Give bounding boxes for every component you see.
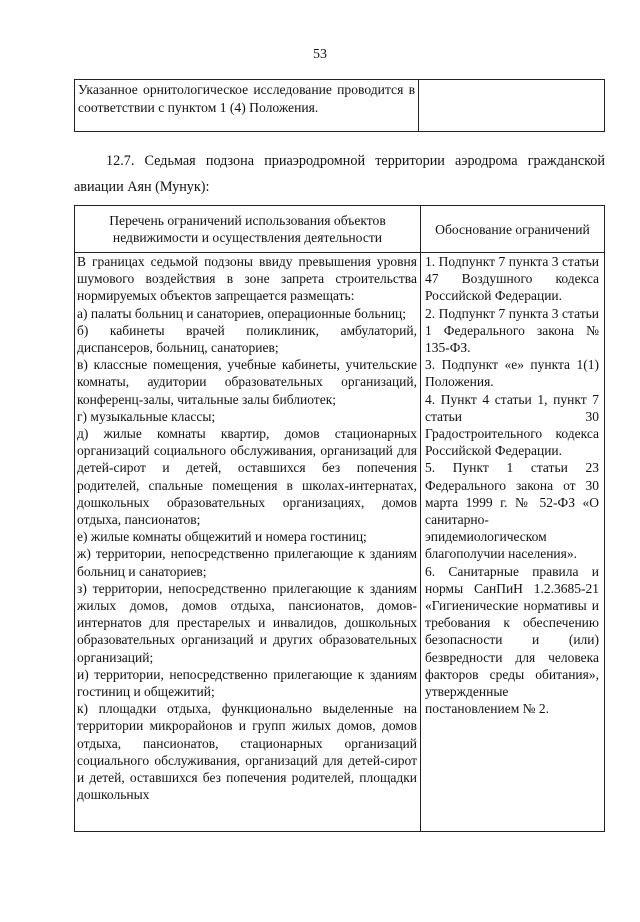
restriction-item: а) палаты больниц и санаториев, операционные больниц; xyxy=(77,305,407,321)
continued-cell-right xyxy=(419,80,605,132)
basis-item: 3. Подпункт «е» пункта 1(1) Положения. xyxy=(425,357,599,390)
basis-item: 6. Санитарные правила и нормы СанПиН 1.2.3685-21 «Гигиенические нормативы и требования к обеспечению безопасности и (или) безвредности для человека факторов среды обитания», утвержденные постановлением № 2. xyxy=(425,563,599,717)
basis-item: 2. Подпункт 7 пункта 3 статьи 1 Федерального закона № 135-ФЗ. xyxy=(425,305,599,356)
basis-item: 5. Пункт 1 статьи 23 Федерального закона от 30 марта 1999 г. № 52-ФЗ «О санитарно-эпидемиологическом благополучии населения». xyxy=(425,460,599,562)
restriction-item: з) территории, непосредственно прилегающие к зданиям жилых домов, домов отдыха, пансионатов, домов-интернатов для престарелых и инвалидов, дошкольных образовательных организаций и других образовательных организаций; xyxy=(77,580,417,665)
restriction-item: в) классные помещения, учебные кабинеты, учительские комнаты, аудитории образовательных организаций, конференц-залы, читальные залы библиотек; xyxy=(77,357,417,407)
section-heading-line1: 12.7. Седьмая подзона приаэродромной территории аэродрома гражданской xyxy=(106,153,605,169)
restriction-item: д) жилые комнаты квартир, домов стационарных организаций социального обслуживания, организаций для детей-сирот и детей, оставшихся без попечения родителей, спальные помещения в школах-интернатах, дошкольных образовательных организациях, домов отдыха, пансионатов; xyxy=(77,426,417,528)
restriction-item: ж) территории, непосредственно прилегающие к зданиям больниц и санаториев; xyxy=(77,546,417,579)
section-heading-line2: авиации Аян (Мунук): xyxy=(74,179,210,195)
page-number: 53 xyxy=(313,47,327,62)
restriction-item: г) музыкальные классы; xyxy=(77,408,216,424)
restrictions-cell xyxy=(75,253,421,832)
restriction-item: б) кабинеты врачей поликлиник, амбулаторий, диспансеров, больниц, санаториев; xyxy=(77,322,417,356)
continued-table xyxy=(74,79,605,132)
basis-item: 4. Пункт 4 статьи 1, пункт 7 статьи 30 Градостроительного кодекса Российской Федерации. xyxy=(425,391,599,459)
header-restrictions: Перечень ограничений использования объектов недвижимости и осуществления деятельности xyxy=(75,206,421,253)
basis-cell xyxy=(421,253,605,832)
restriction-item: к) площадки отдыха, функционально выделенные на территории микрорайонов и групп жилых домов, домов отдыха, пансионатов, стационарных организаций социального обслуживания, организаций для детей-сирот и детей, оставшихся без попечения родителей, площадки дошкольных xyxy=(77,701,417,803)
header-basis: Обоснование ограничений xyxy=(421,206,605,253)
restriction-item: В границах седьмой подзоны ввиду превышения уровня шумового воздействия в зоне запрета строительства нормируемых объектов запрещается размещать: xyxy=(77,254,417,304)
restriction-item: е) жилые комнаты общежитий и номера гостиниц; xyxy=(77,529,367,545)
section-heading xyxy=(74,148,605,200)
basis-item: 1. Подпункт 7 пункта 3 статьи 47 Воздушного кодекса Российской Федерации. xyxy=(425,254,599,304)
restrictions-table xyxy=(74,205,605,832)
restriction-item: и) территории, непосредственно прилегающие к зданиям гостиниц и общежитий; xyxy=(77,666,417,700)
continued-cell-left: Указанное орнитологическое исследование проводится в соответствии с пунктом 1 (4) Положения. xyxy=(75,80,419,132)
